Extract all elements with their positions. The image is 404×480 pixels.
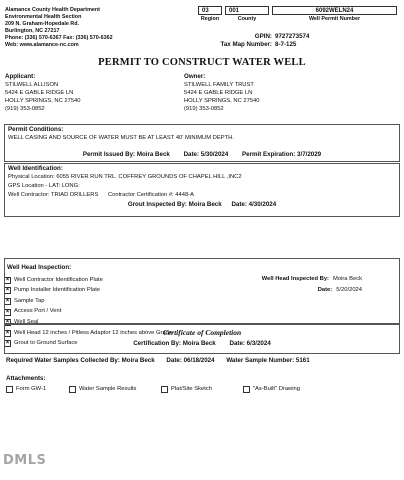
page-title: PERMIT TO CONSTRUCT WATER WELL bbox=[98, 57, 306, 68]
gpin-label: GPIN: bbox=[254, 33, 272, 40]
agency-web: Web: www.alamance-nc.com bbox=[5, 42, 79, 49]
mls-watermark: DMLS bbox=[3, 453, 47, 468]
checkbox-icon bbox=[243, 386, 250, 393]
checklist-item: × Grout to Ground Surface bbox=[5, 340, 78, 347]
grout-inspected-by: Grout Inspected By: Moira Beck bbox=[127, 201, 222, 209]
checkbox-icon bbox=[69, 386, 76, 393]
identification-label: Well Identification: bbox=[8, 165, 63, 172]
owner-block bbox=[184, 73, 260, 113]
permit-codes bbox=[198, 6, 398, 23]
parcel-info bbox=[212, 33, 322, 50]
checklist-item: × Sample Tap bbox=[5, 297, 45, 304]
contractor-certification: Contractor Certification #: 4448-A bbox=[107, 192, 194, 199]
permit-conditions-section bbox=[4, 124, 400, 162]
checklist-item: × Pump Installer Identification Plate bbox=[5, 287, 101, 294]
agency-section: Environmental Health Section bbox=[5, 14, 82, 21]
well-head-label: Well Head Inspection: bbox=[7, 264, 72, 271]
agency-phone: Phone: (336) 570-6367 Fax: (336) 570-6362 bbox=[5, 35, 113, 42]
water-sample-number: Water Sample Number: 5161 bbox=[226, 357, 310, 364]
grout-inspection-date: Date: 4/30/2024 bbox=[231, 201, 277, 209]
gps-location: GPS Location - LAT: LONG: bbox=[8, 182, 80, 189]
water-samples-line bbox=[6, 357, 402, 365]
well-contractor: Well Contractor: TRIAD DRILLERS bbox=[8, 192, 99, 199]
tax-map-label: Tax Map Number: bbox=[220, 41, 272, 49]
owner-name: STILWELL FAMILY TRUST bbox=[184, 81, 254, 88]
checkbox-icon bbox=[161, 386, 168, 393]
checklist-item: × Access Port / Vent bbox=[5, 308, 62, 315]
physical-location: Physical Location: 6055 RIVER RUN TRL. COFFREY GROUNDS OF CHAPEL HILL ,INC2 bbox=[8, 173, 242, 180]
well-head-date: 5/20/2024 bbox=[336, 286, 362, 293]
agency-street: 209 N. Graham-Hopedale Rd. bbox=[5, 21, 79, 28]
permit-number-label: Well Permit Number bbox=[308, 16, 361, 22]
attachments-label: Attachments: bbox=[6, 375, 46, 382]
county-label: County bbox=[237, 16, 257, 22]
well-head-date-label: Date: bbox=[317, 286, 333, 293]
checked-box-icon: × bbox=[5, 276, 10, 283]
applicant-label: Applicant: bbox=[5, 73, 36, 80]
region-code: 03 bbox=[198, 6, 222, 15]
attachment-item: Form GW-1 bbox=[6, 386, 69, 393]
checklist-item: × Well Contractor Identification Plate bbox=[5, 276, 103, 283]
checklist-item: × Well Head 12 inches / Pitless Adaptor 12 inches above Grade bbox=[5, 329, 173, 336]
gpin-value: 9727273574 bbox=[275, 33, 310, 40]
well-head-border bbox=[4, 258, 400, 324]
attachments-list bbox=[6, 386, 300, 393]
applicant-street: 5424 E GABLE RIDGE LN bbox=[5, 89, 74, 96]
owner-label: Owner: bbox=[184, 73, 206, 80]
permit-issued-by: Permit Issued By: Moira Beck bbox=[82, 151, 170, 158]
well-identification-section bbox=[4, 163, 400, 217]
certificate-title: Certificate of Completion bbox=[162, 328, 242, 337]
certification-date: Date: 6/3/2024 bbox=[229, 340, 271, 348]
conditions-text: WELL CASING AND SOURCE OF WATER MUST BE AT LEAST 40' MINIMUM DEPTH. bbox=[8, 134, 234, 141]
tax-map-value: 8-7-125 bbox=[275, 41, 297, 49]
samples-collected-by: Required Water Samples Collected By: Moira Beck bbox=[6, 357, 155, 364]
checked-box-icon: × bbox=[5, 297, 10, 304]
checked-box-icon: × bbox=[5, 287, 10, 294]
checkbox-icon bbox=[6, 386, 13, 393]
agency-name: Alamance County Health Department bbox=[5, 7, 100, 13]
permit-issued-date: Date: 5/30/2024 bbox=[183, 151, 229, 158]
attachment-item: Plat/Site Sketch bbox=[161, 386, 243, 393]
county-code: 001 bbox=[225, 6, 269, 15]
checklist-item: × Well Seal bbox=[5, 319, 39, 326]
owner-street: 5424 E GABLE RIDGE LN bbox=[184, 89, 253, 96]
samples-date: Date: 06/18/2024 bbox=[166, 357, 215, 364]
well-head-inspected-label: Well Head Inspected By: bbox=[261, 276, 329, 282]
applicant-city: HOLLY SPRINGS, NC 27540 bbox=[5, 97, 81, 104]
permit-expiration: Permit Expiration: 3/7/2029 bbox=[242, 151, 322, 158]
applicant-name: STILWELL ALLISON bbox=[5, 81, 59, 88]
attachment-item: Water Sample Results bbox=[69, 386, 161, 393]
applicant-phone: (919) 353-0852 bbox=[5, 105, 45, 112]
well-head-inspected-by: Moira Beck bbox=[333, 276, 362, 282]
certification-by: Certification By: Moira Beck bbox=[133, 340, 216, 348]
checked-box-icon: × bbox=[5, 319, 10, 326]
owner-phone: (919) 353-0852 bbox=[184, 105, 224, 112]
checked-box-icon: × bbox=[5, 329, 10, 336]
checked-box-icon: × bbox=[5, 308, 10, 315]
well-permit-number: 6092WELN24 bbox=[272, 6, 397, 15]
agency-header bbox=[5, 7, 175, 49]
region-label: Region bbox=[200, 16, 220, 22]
agency-city: Burlington, NC 27217 bbox=[5, 28, 60, 35]
certificate-section bbox=[4, 324, 400, 354]
checked-box-icon: × bbox=[5, 340, 10, 347]
attachment-item: "As-Built" Drawing bbox=[243, 386, 300, 393]
applicant-block bbox=[5, 73, 81, 113]
conditions-label: Permit Conditions: bbox=[8, 126, 64, 133]
owner-city: HOLLY SPRINGS, NC 27540 bbox=[184, 97, 260, 104]
